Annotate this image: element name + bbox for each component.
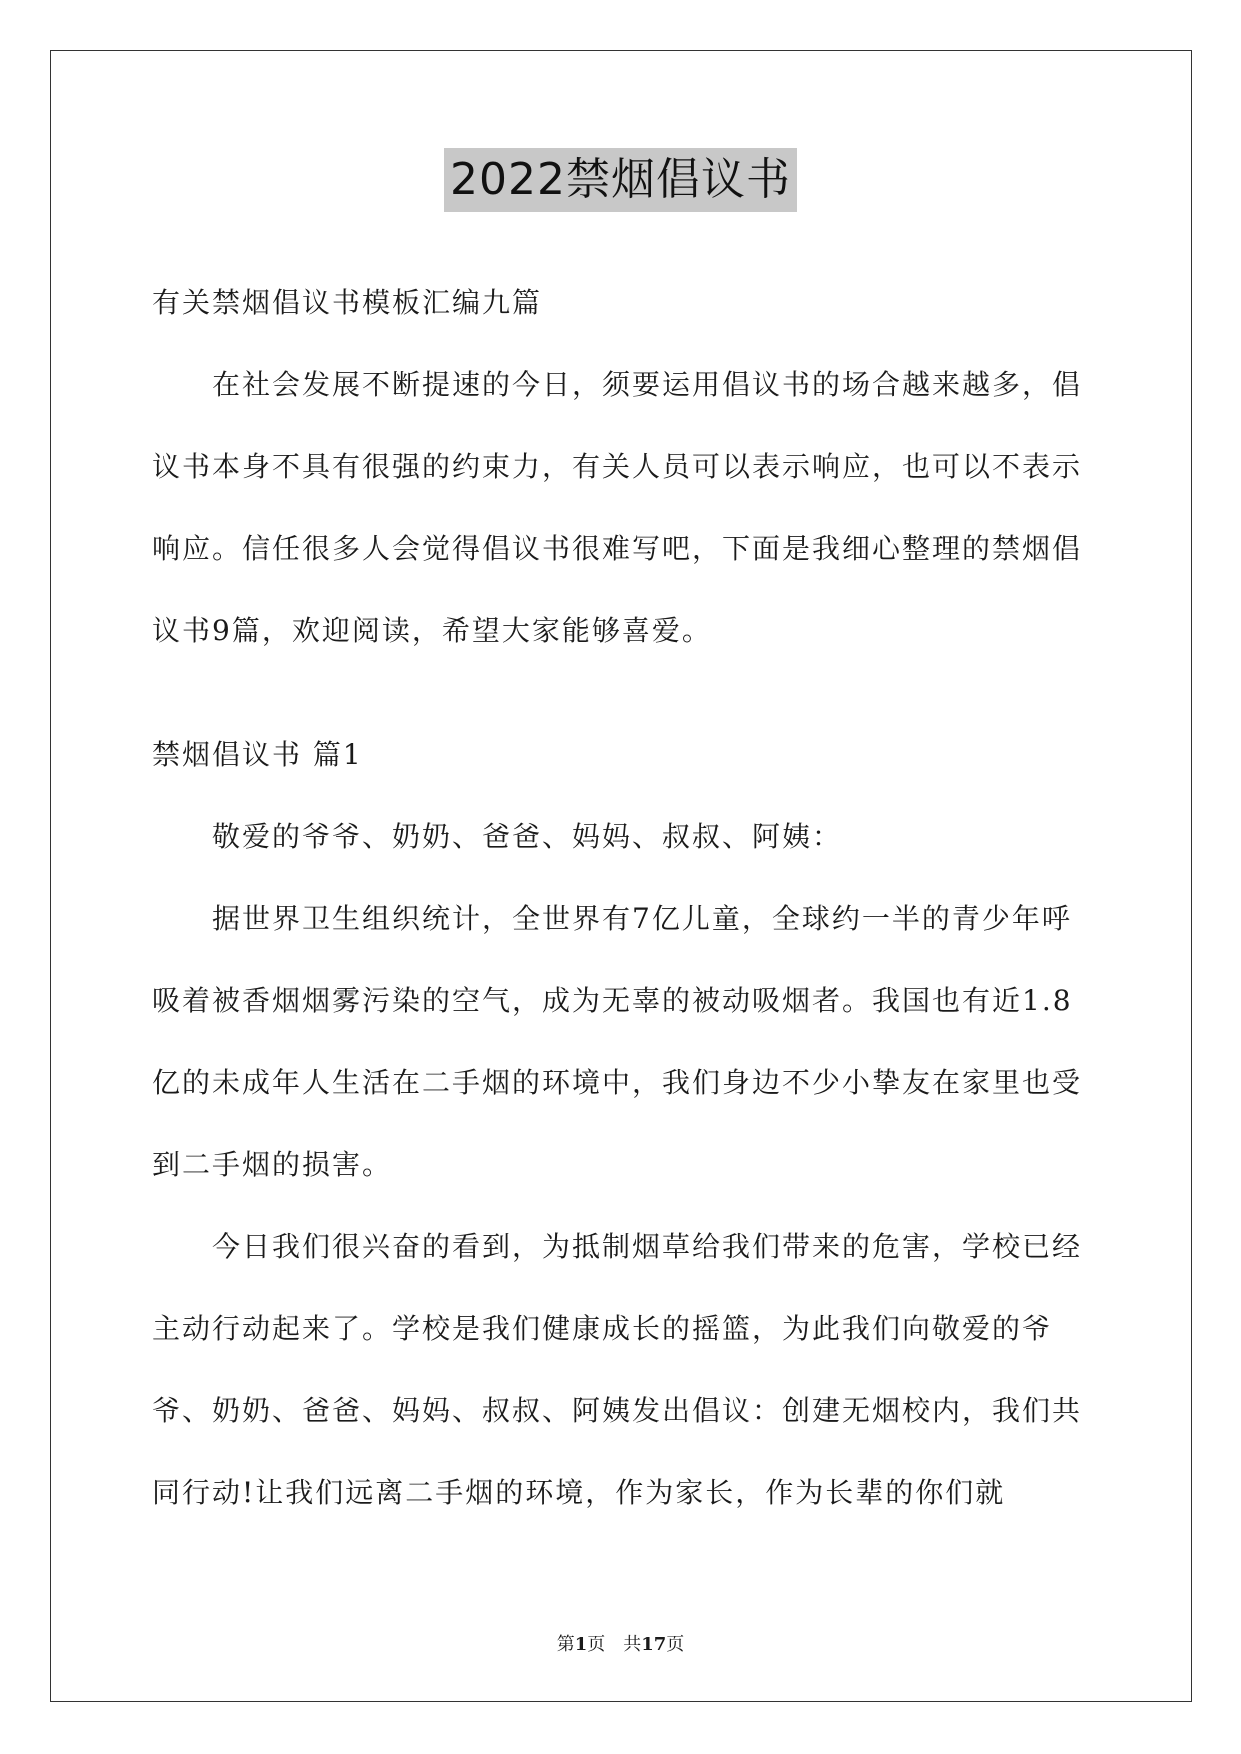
document-body xyxy=(152,262,1092,1534)
body-paragraph: 今日我们很兴奋的看到，为抵制烟草给我们带来的危害，学校已经主动行动起来了。学校是我们健康成长的摇篮，为此我们向敬爱的爷爷、奶奶、爸爸、妈妈、叔叔、阿姨发出倡议：创建无烟校内，我们共同行动!让我们远离二手烟的环境，作为家长，作为长辈的你们就 xyxy=(152,1230,1083,1509)
page-current: 1 xyxy=(574,1634,588,1655)
page-mid: 页 共 xyxy=(587,1634,642,1655)
intro-paragraph: 在社会发展不断提速的今日，须要运用倡议书的场合越来越多，倡议书本身不具有很强的约束力，有关人员可以表示响应，也可以不表示响应。信任很多人会觉得倡议书很难写吧，下面是我细心整理的禁烟倡议书9篇，欢迎阅读，希望大家能够喜爱。 xyxy=(152,368,1083,647)
page-footer xyxy=(0,1630,1241,1656)
page-prefix: 第 xyxy=(556,1634,575,1655)
document-subtitle: 有关禁烟倡议书模板汇编九篇 xyxy=(152,286,543,319)
title-container xyxy=(0,148,1241,212)
body-paragraph: 据世界卫生组织统计，全世界有7亿儿童，全球约一半的青少年呼吸着被香烟烟雾污染的空气，成为无辜的被动吸烟者。我国也有近1.8亿的未成年人生活在二手烟的环境中，我们身边不少小挚友在家里也受到二手烟的损害。 xyxy=(152,902,1083,1181)
page-total: 17 xyxy=(641,1634,667,1655)
salutation: 敬爱的爷爷、奶奶、爸爸、妈妈、叔叔、阿姨： xyxy=(212,820,843,853)
document-title: 2022禁烟倡议书 xyxy=(444,148,797,212)
page-suffix: 页 xyxy=(666,1634,685,1655)
section-heading: 禁烟倡议书 篇1 xyxy=(152,738,363,771)
